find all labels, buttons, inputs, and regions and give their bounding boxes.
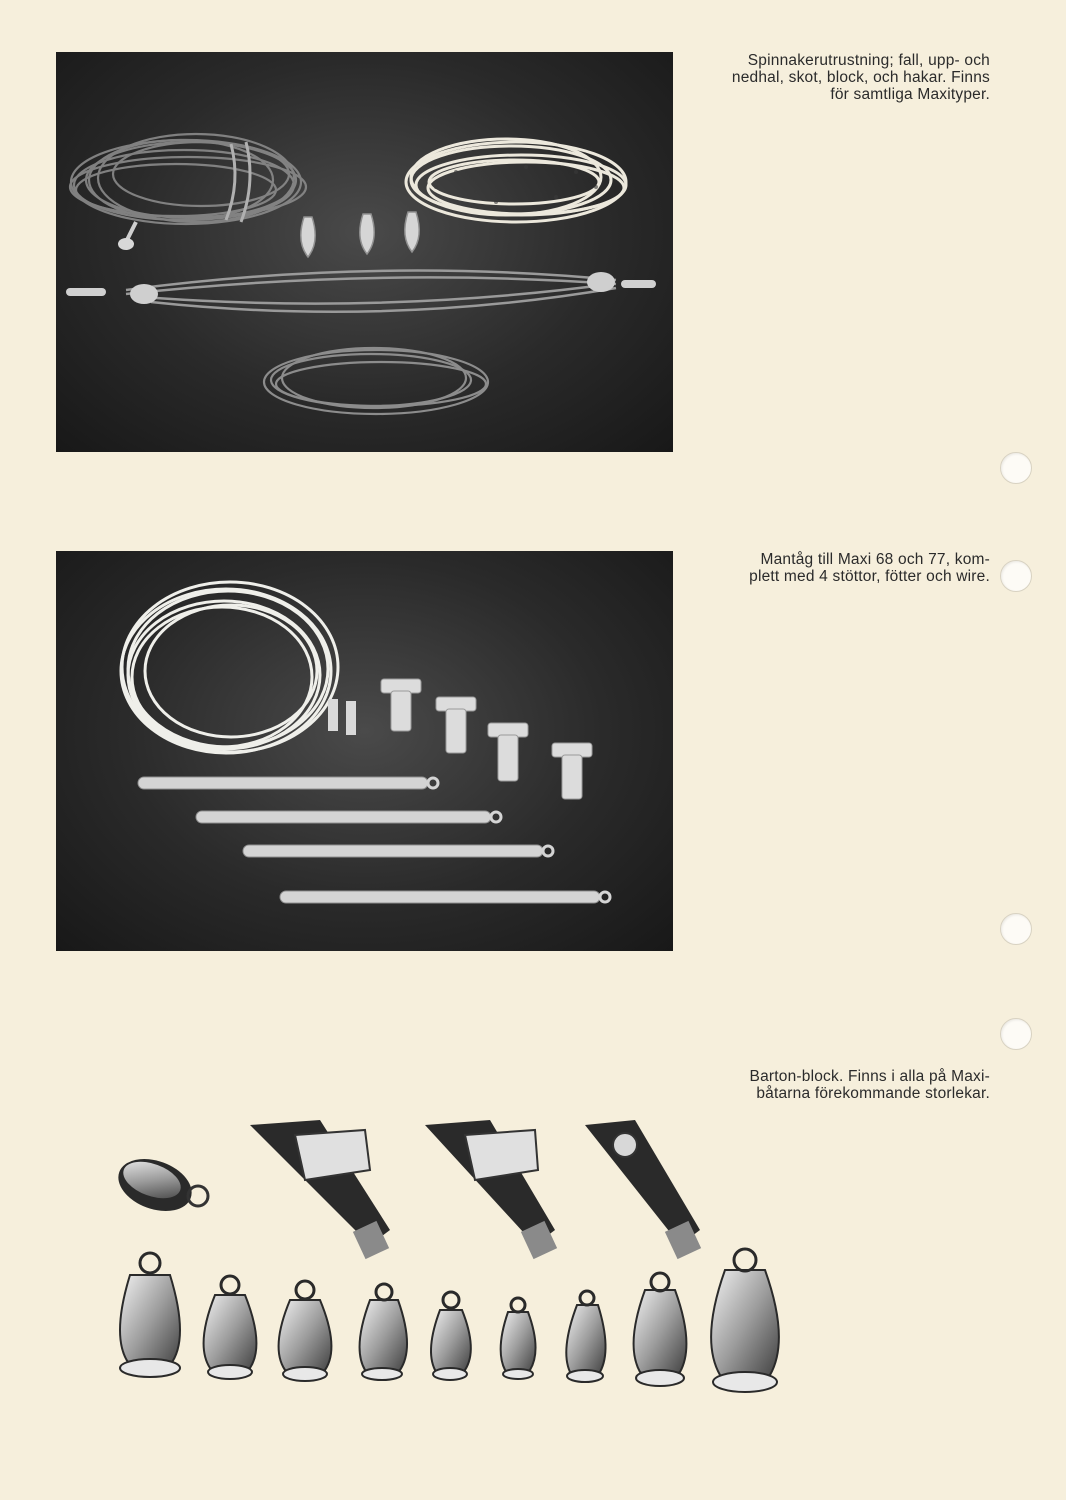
barton-blocks-illustration (90, 1100, 810, 1430)
caption-line: Mantåg till Maxi 68 och 77, kom- (760, 551, 990, 568)
block-shape (111, 1149, 208, 1220)
caption-line: plett med 4 stöttor, fötter och wire. (749, 568, 990, 585)
binder-hole (1000, 560, 1032, 592)
caption-line: för samtliga Maxityper. (830, 86, 990, 103)
lifeline-kit-photo (56, 551, 673, 951)
barton-block-caption (676, 1068, 990, 1102)
spinnaker-gear-photo (56, 52, 673, 452)
lifeline-kit-caption (676, 551, 990, 585)
caption-line: nedhal, skot, block, och hakar. Finns (731, 69, 990, 86)
caption-line: Spinnakerutrustning; fall, upp- och (747, 52, 990, 69)
caption-line: båtarna förekommande storlekar. (756, 1085, 990, 1102)
spinnaker-gear-caption (676, 52, 990, 103)
caption-line: Barton-block. Finns i alla på Maxi- (749, 1068, 990, 1085)
binder-hole (1000, 1018, 1032, 1050)
binder-hole (1000, 913, 1032, 945)
binder-hole (1000, 452, 1032, 484)
